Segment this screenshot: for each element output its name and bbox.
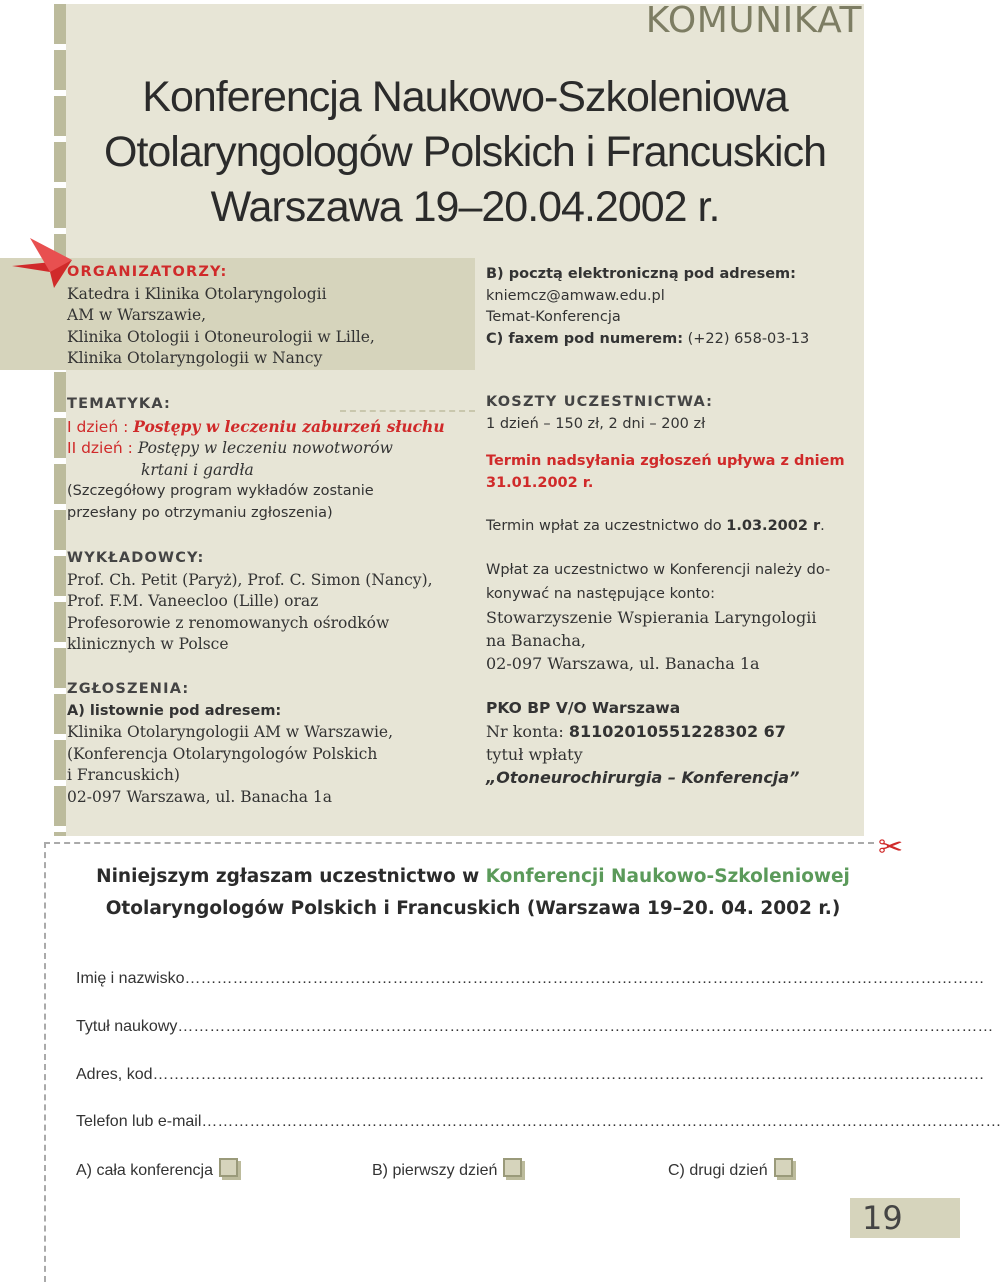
address-line: Klinika Otolaryngologii AM w Warszawie, (67, 723, 394, 741)
scissors-icon: ✂ (878, 830, 904, 865)
transfer-title-label: tytuł wpłaty (486, 744, 583, 764)
email-option-label: B) pocztą elektroniczną pod adresem: (486, 266, 796, 282)
organizer-line: Klinika Otolaryngologii w Nancy (67, 349, 323, 367)
email-address: kniemcz@amwaw.edu.pl (486, 287, 665, 304)
lecturer-line: Prof. Ch. Petit (Paryż), Prof. C. Simon (Nancy), (67, 570, 433, 589)
deadline-text: Termin nadsyłania zgłoszeń upływa z dniem (486, 453, 845, 469)
address-field[interactable]: Adres, kod………………………………………………………………………………………………………………………………………… (76, 1066, 985, 1083)
bank-name: PKO BP V/O Warszawa (486, 698, 681, 717)
option-a-label: A) cała konferencja (76, 1162, 213, 1179)
address-field-label: Adres, kod (76, 1066, 153, 1083)
applications-section (67, 679, 467, 808)
lecturer-line: Prof. F.M. Vaneecloo (Lille) oraz (67, 592, 319, 610)
option-c-label: C) drugi dzień (668, 1162, 768, 1179)
phone-field[interactable]: Telefon lub e-mail…………………………………………………………………………………………………………………………………… (76, 1113, 1001, 1130)
red-arrow-icon (12, 238, 72, 288)
account-number: 81102010551228302 67 (568, 721, 786, 741)
costs-section (486, 392, 856, 789)
option-first-day[interactable] (372, 1158, 522, 1180)
cut-line (44, 842, 874, 844)
name-field[interactable]: Imię i nazwisko…………………………………………………………………………………………………………………………………… (76, 970, 985, 987)
form-title-line-2: Otolaryngologów Polskich i Francuskich (Warszawa 19–20. 04. 2002 r.) (105, 898, 841, 919)
fax-option-label: C) faxem pod numerem: (486, 330, 684, 347)
organizers-section (67, 262, 467, 370)
lecturers-heading: WYKŁADOWCY: (67, 550, 205, 566)
title-line-3: Warszawa 19–20.04.2002 r. (210, 183, 720, 231)
phone-field-label: Telefon lub e-mail (76, 1113, 202, 1130)
payment-term-text: Termin wpłat za uczestnictwo do (486, 518, 727, 534)
section-label: KOMUNIKAT (645, 0, 862, 41)
program-note: (Szczegółowy program wykładów zostanie (67, 483, 374, 499)
account-intro: Wpłat za uczestnictwo w Konferencji należy do- (486, 561, 831, 578)
account-label: Nr konta: (486, 721, 569, 741)
day2-topic-cont: krtani i gardła (141, 460, 254, 479)
transfer-title: „Otoneurochirurgia – Konferencja” (486, 767, 800, 787)
program-note: przesłany po otrzymaniu zgłoszenia) (67, 504, 333, 521)
organizer-line: Klinika Otologii i Otoneurologii w Lille, (67, 327, 375, 346)
organizer-line: Katedra i Klinika Otolaryngologii (67, 284, 327, 303)
checkbox-icon[interactable] (219, 1158, 238, 1177)
address-line: 02-097 Warszawa, ul. Banacha 1a (67, 787, 333, 806)
option-second-day[interactable] (668, 1158, 793, 1180)
degree-field[interactable]: Tytuł naukowy……………………………………………………………………………………………………………………………………… (76, 1018, 994, 1035)
lecturer-line: Profesorowie z renomowanych ośrodków (67, 613, 390, 632)
day1-label: I dzień : (67, 417, 129, 436)
degree-field-label: Tytuł naukowy (76, 1018, 178, 1035)
checkbox-icon[interactable] (503, 1158, 522, 1177)
contact-section (486, 264, 856, 350)
payment-term-suffix: . (820, 518, 825, 534)
beneficiary-line: Stowarzyszenie Wspierania Laryngologii (486, 607, 817, 627)
name-field-label: Imię i nazwisko (76, 970, 185, 987)
form-title-highlight: Konferencji Naukowo-Szkoleniowej (485, 866, 850, 887)
form-title-line-1 (0, 866, 946, 887)
beneficiary-line: 02-097 Warszawa, ul. Banacha 1a (486, 653, 760, 673)
page-title (0, 70, 930, 235)
address-line: (Konferencja Otolaryngologów Polskich (67, 744, 378, 763)
page-number: 19 (850, 1198, 960, 1238)
day1-topic: Postępy w leczeniu zaburzeń słuchu (133, 416, 445, 436)
payment-term-date: 1.03.2002 r (726, 518, 821, 534)
organizer-line: AM w Warszawie, (67, 306, 207, 324)
price-info: 1 dzień – 150 zł, 2 dni – 200 zł (486, 415, 706, 432)
applications-heading: ZGŁOSZENIA: (67, 681, 190, 697)
lecturer-line: klinicznych w Polsce (67, 635, 229, 653)
checkbox-icon[interactable] (774, 1158, 793, 1177)
option-full-conference[interactable] (76, 1158, 238, 1180)
beneficiary-line: na Banacha, (486, 630, 586, 650)
email-subject: Temat-Konferencja (486, 309, 621, 325)
costs-heading: KOSZTY UCZESTNICTWA: (486, 394, 714, 410)
address-line: i Francuskich) (67, 766, 180, 784)
mail-option-label: A) listownie pod adresem: (67, 702, 282, 719)
title-line-2: Otolaryngologów Polskich i Francuskich (104, 128, 826, 176)
topics-heading: TEMATYKA: (67, 396, 172, 412)
option-b-label: B) pierwszy dzień (372, 1162, 498, 1179)
lecturers-section (67, 548, 467, 656)
topics-section (67, 394, 467, 524)
account-intro: konywać na następujące konto: (486, 585, 715, 602)
form-title-prefix: Niniejszym zgłaszam uczestnictwo w (96, 866, 486, 887)
day2-topic: Postępy w leczeniu nowotworów (137, 439, 393, 457)
title-line-1: Konferencja Naukowo-Szkoleniowa (142, 73, 788, 121)
organizers-heading: ORGANIZATORZY: (67, 264, 228, 280)
day2-label: II dzień : (67, 439, 133, 457)
deadline-date: 31.01.2002 r. (486, 474, 594, 491)
fax-number: (+22) 658-03-13 (687, 330, 810, 347)
